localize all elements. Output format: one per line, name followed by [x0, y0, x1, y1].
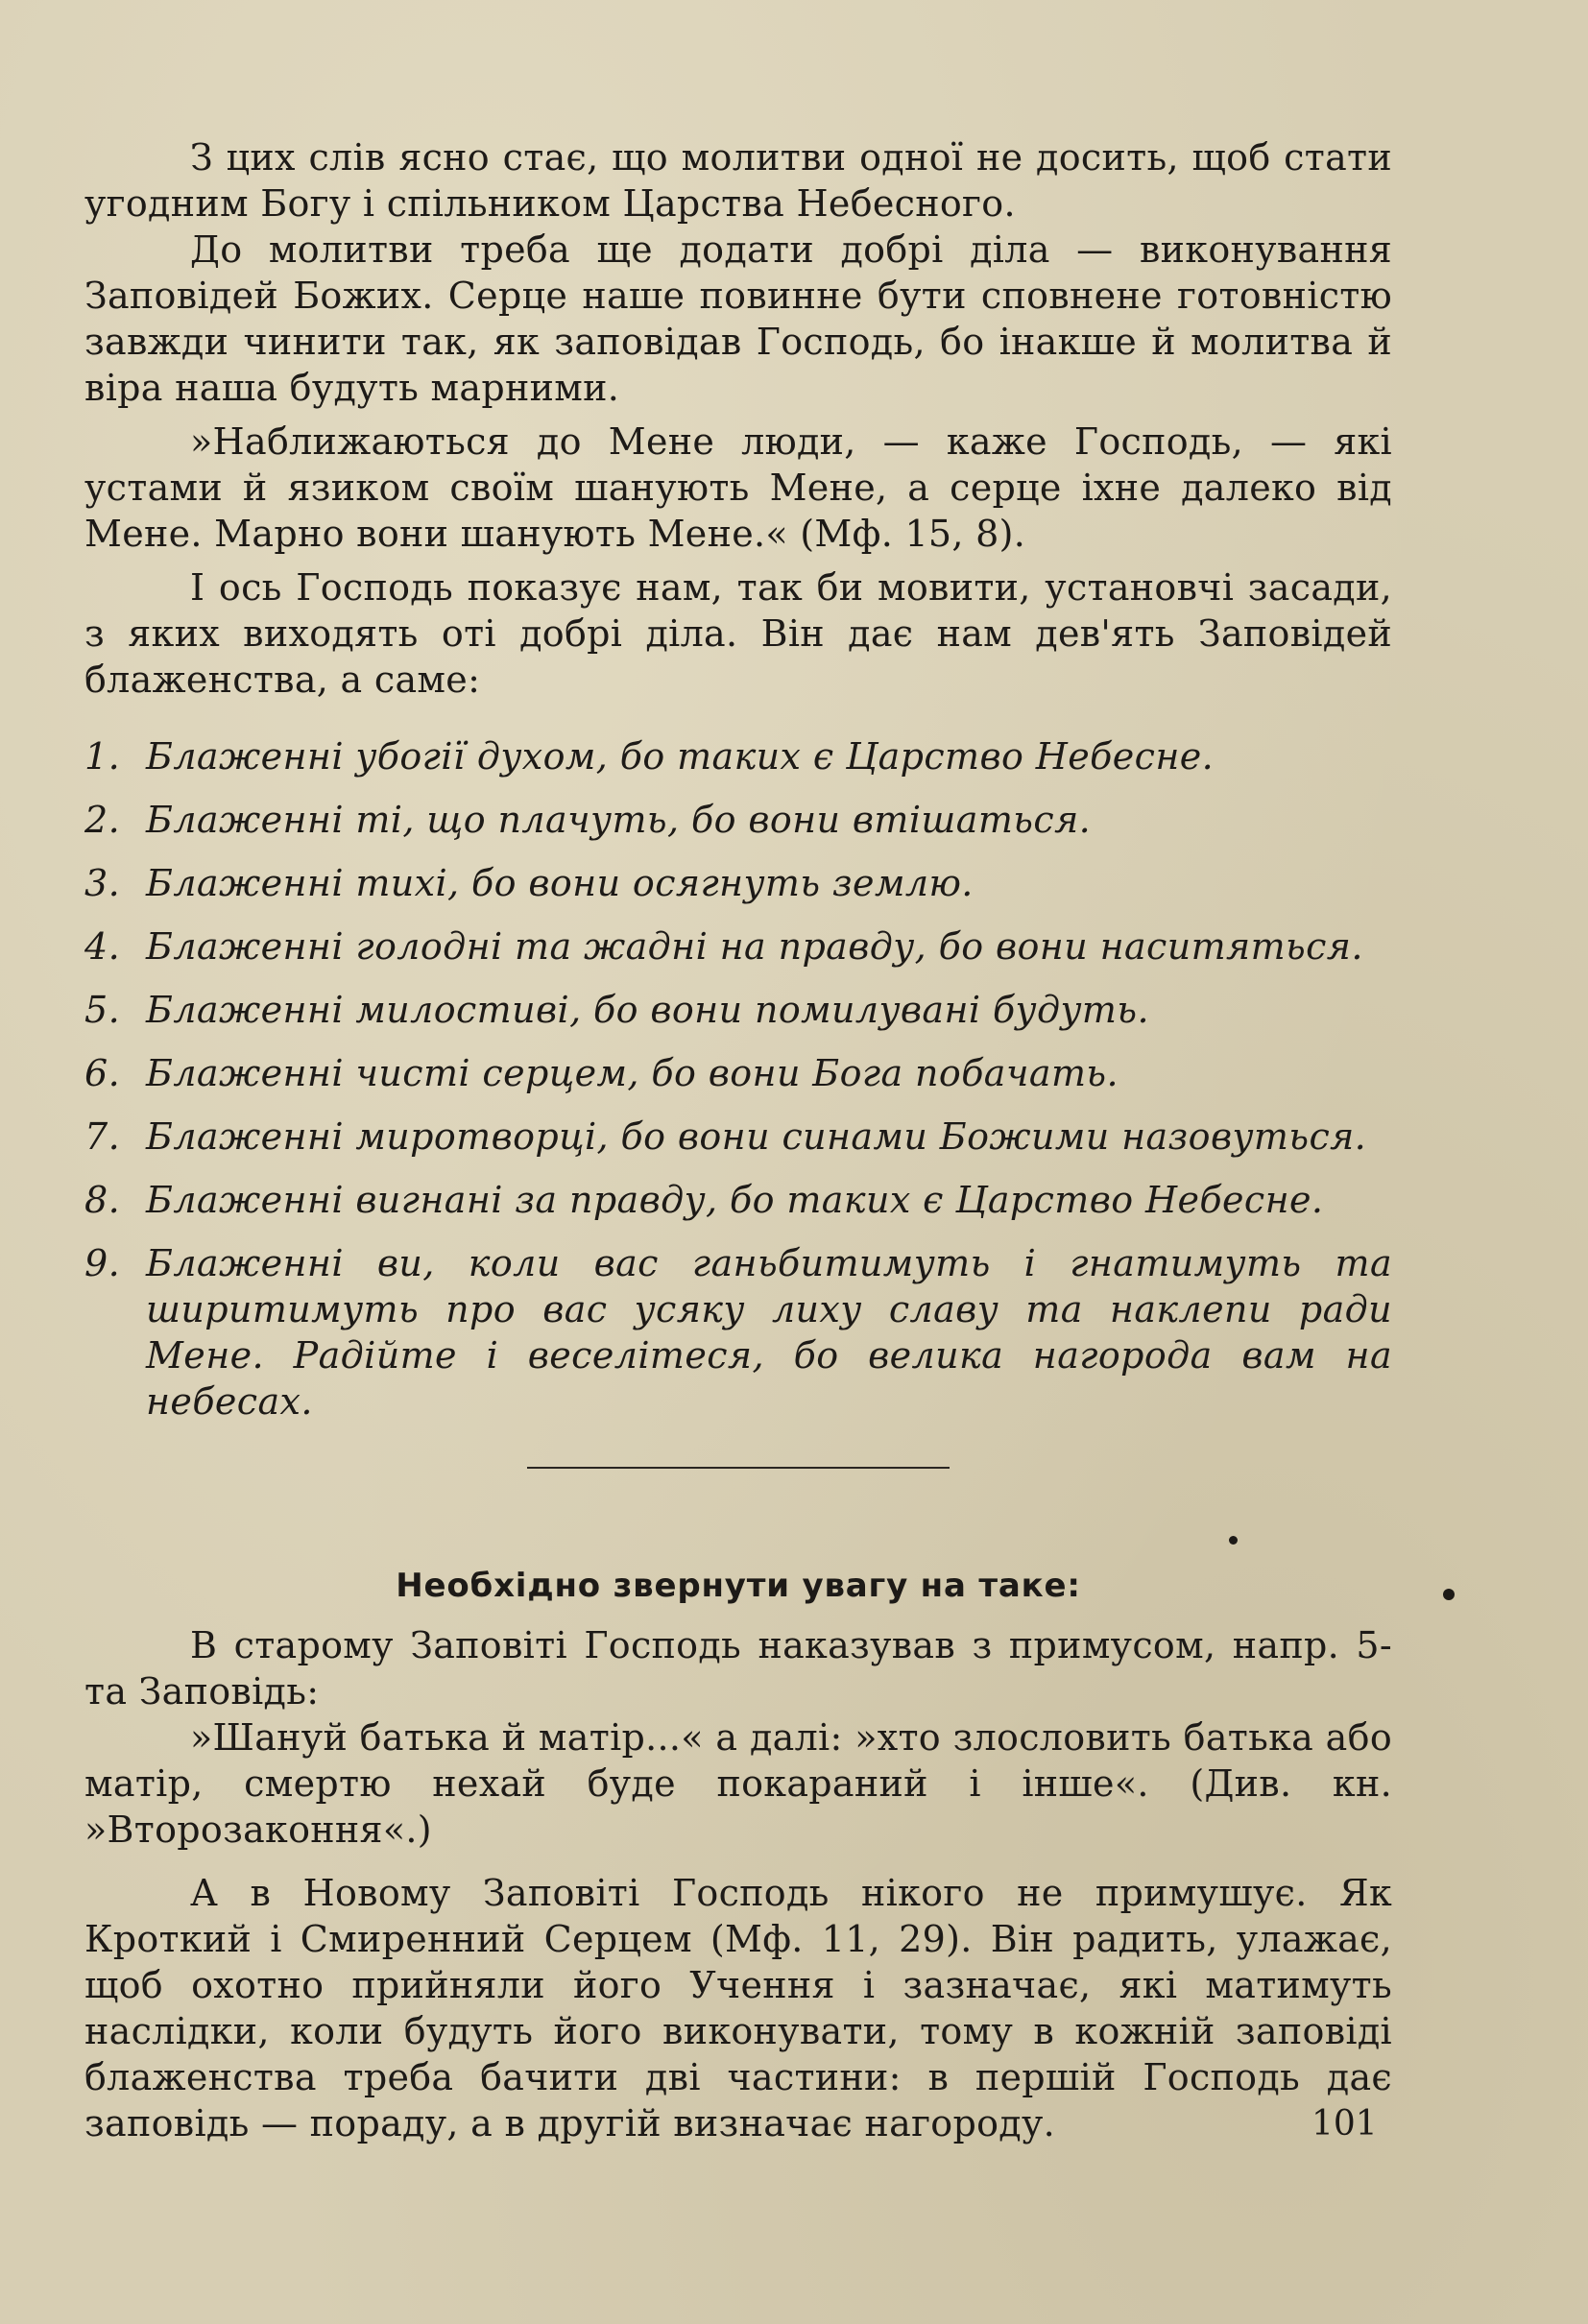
beatitude-item [84, 923, 1392, 970]
ink-speck [1443, 1589, 1455, 1600]
beatitude-text: Блаженні ви, коли вас ганьбитимуть і гнатимуть та ширитимуть про вас усяку лиху славу та наклепи ради Мене. Радійте і веселітеся, бо велика нагорода вам на небесах. [146, 1242, 1392, 1423]
beatitude-item [84, 987, 1392, 1033]
beatitude-text: Блаженні чисті серцем, бо вони Бога побачать. [146, 1052, 1119, 1094]
beatitude-text: Блаженні ті, що плачуть, бо вони втішаться. [146, 799, 1092, 841]
section-heading: Необхідно звернути увагу на таке: [396, 1567, 1081, 1605]
after-paragraph-1: В старому Заповіті Господь наказував з примусом, напр. 5-та Заповідь: [84, 1624, 1392, 1713]
beatitude-number: 7. [84, 1115, 121, 1158]
section-divider [527, 1467, 950, 1469]
beatitude-item [84, 797, 1392, 843]
beatitude-number: 2. [84, 799, 121, 841]
beatitudes-list [84, 733, 1392, 1425]
beatitude-text: Блаженні вигнані за правду, бо таких є Царство Небесне. [146, 1179, 1324, 1221]
beatitude-number: 3. [84, 862, 121, 904]
beatitude-number: 5. [84, 989, 121, 1031]
beatitude-text: Блаженні голодні та жадні на правду, бо вони наситяться. [146, 925, 1363, 968]
beatitude-item [84, 1050, 1392, 1096]
beatitude-number: 4. [84, 925, 121, 968]
book-page [84, 134, 1392, 2146]
beatitude-item [84, 1114, 1392, 1160]
beatitude-number: 1. [84, 735, 121, 778]
ink-speck [1229, 1536, 1238, 1545]
page-number: 101 [1311, 2104, 1378, 2144]
after-paragraph-3: А в Новому Заповіті Господь нікого не примушує. Як Кроткий і Смиренний Серцем (Мф. 11, 29). Він радить, улажає, щоб охотно прийняли його Учення і зазначає, які матимуть наслідки, коли будуть його виконувати, тому в кожній заповіді блаженства треба бачити дві частини: в першій Господь дає заповідь — пораду, а в другій визначає нагороду. [84, 1872, 1392, 2144]
intro-paragraph-2: До молитви треба ще додати добрі діла — виконування Заповідей Божих. Серце наше повинне бути сповнене готовністю завжди чинити так, як заповідав Господь, бо інакше й молитва й віра наша будуть марними. [84, 228, 1392, 409]
after-paragraph-2: »Шануй батька й матір...« а далі: »хто злословить батька або матір, смертю нехай буде покараний і інше«. (Див. кн. »Второзаконня«.) [84, 1716, 1392, 1851]
beatitude-number: 6. [84, 1052, 121, 1094]
beatitude-item [84, 733, 1392, 779]
beatitude-number: 8. [84, 1179, 121, 1221]
beatitude-item [84, 1240, 1392, 1425]
beatitude-text: Блаженні миротворці, бо вони синами Божими назовуться. [146, 1115, 1367, 1158]
intro-paragraph-4: І ось Господь показує нам, так би мовити, установчі засади, з яких виходять оті добрі діла. Він дає нам дев'ять Заповідей блаженства, а саме: [84, 566, 1392, 701]
beatitude-text: Блаженні тихі, бо вони осягнуть землю. [146, 862, 974, 904]
beatitude-number: 9. [84, 1242, 121, 1284]
beatitude-text: Блаженні убогії духом, бо таких є Царство Небесне. [146, 735, 1215, 778]
beatitude-item [84, 1177, 1392, 1223]
intro-paragraph-3: »Наближаються до Мене люди, — каже Господь, — які устами й язиком своїм шанують Мене, а серце іхне далеко від Мене. Марно вони шанують Мене.« (Мф. 15, 8). [84, 420, 1392, 555]
beatitude-text: Блаженні милостиві, бо вони помилувані будуть. [146, 989, 1149, 1031]
intro-paragraph-1: З цих слів ясно стає, що молитви одної не досить, щоб стати угодним Богу і спільником Царства Небесного. [84, 136, 1392, 225]
beatitude-item [84, 860, 1392, 906]
